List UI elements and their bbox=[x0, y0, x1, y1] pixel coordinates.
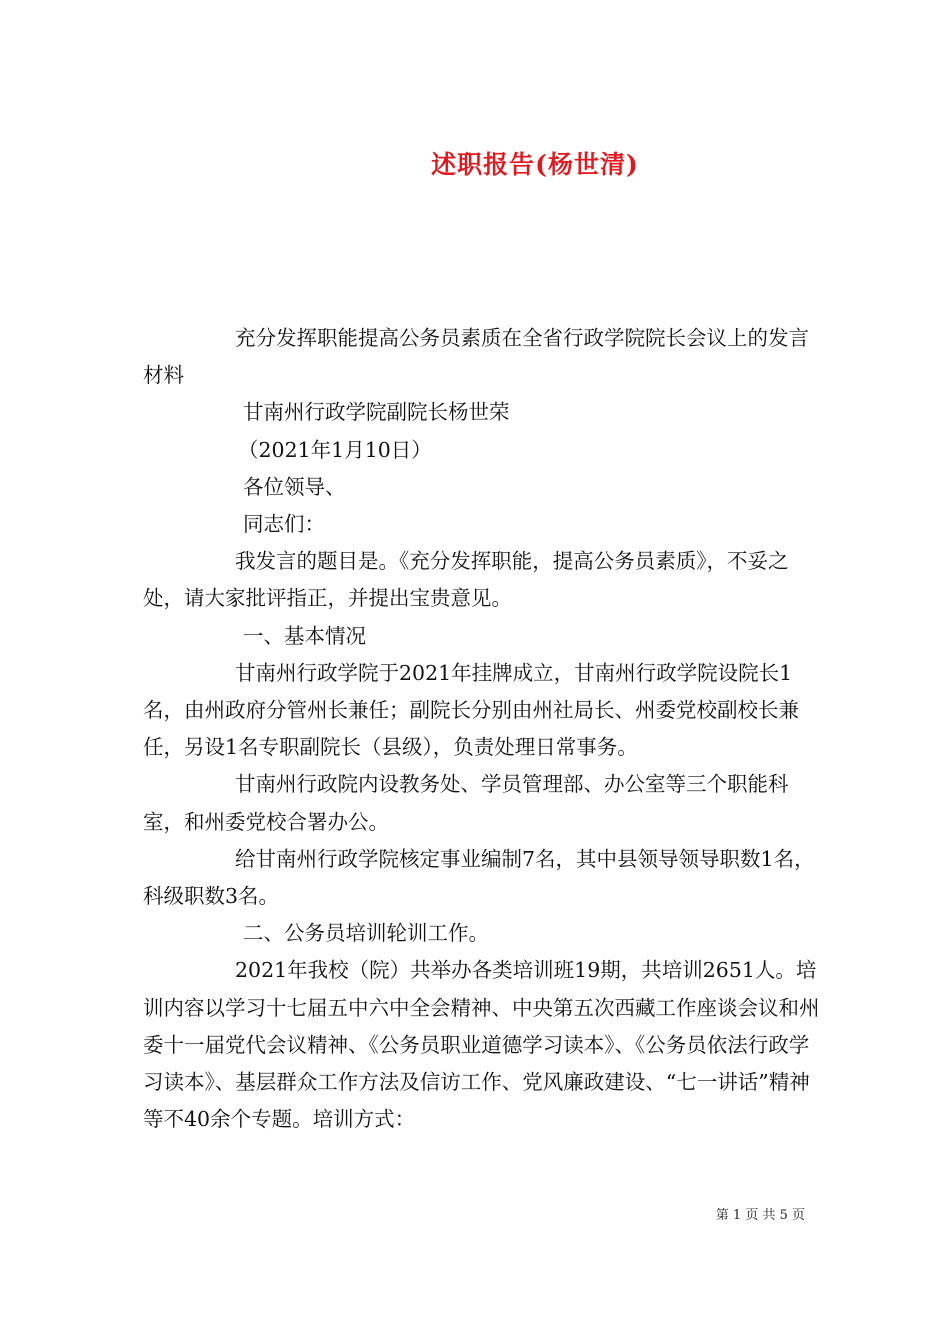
salutation-leaders: 各位领导、 bbox=[243, 474, 346, 499]
speech-heading: 充分发挥职能提高公务员素质在全省行政学院院长会议上的发言材料 bbox=[143, 326, 809, 388]
section-heading-training: 二、公务员培训轮训工作。 bbox=[243, 921, 489, 946]
paragraph-training: 2021年我校（院）共举办各类培训班19期，共培训2651人。培训内容以学习十七届五中六中全会精神、中央第五次西藏工作座谈会议和州委十一届党代会议精神、《公务员职业道德学习读本》、《公务员依法行政学习读本》、基层群众工作方法及信访工作、党风廉政建设、“七一讲话”精神等不40余个专题。培训方式： bbox=[143, 958, 820, 1132]
topic-paragraph: 我发言的题目是。《充分发挥职能，提高公务员素质》，不妥之处，请大家批评指正，并提出宝贵意见。 bbox=[143, 549, 789, 611]
speaker-line: 甘南州行政学院副院长杨世荣 bbox=[243, 400, 510, 425]
date-line: （2021年1月10日） bbox=[238, 437, 432, 462]
section-heading-basic: 一、基本情况 bbox=[243, 623, 366, 648]
document-body bbox=[143, 320, 823, 1138]
paragraph-departments: 甘南州行政院内设教务处、学员管理部、办公室等三个职能科室，和州委党校合署办公。 bbox=[143, 772, 789, 834]
paragraph-staffing: 给甘南州行政学院核定事业编制7名，其中县领导领导职数1名，科级职数3名。 bbox=[143, 846, 815, 909]
salutation-comrades: 同志们： bbox=[243, 512, 325, 537]
document-title: 述职报告(杨世清) bbox=[431, 149, 639, 179]
page-number: 第 1 页 共 5 页 bbox=[715, 1208, 805, 1223]
paragraph-establishment: 甘南州行政学院于2021年挂牌成立，甘南州行政学院设院长1名，由州政府分管州长兼任；副院长分别由州社局长、州委党校副校长兼任，另设1名专职副院长（县级），负责处理日常事务。 bbox=[143, 660, 799, 760]
